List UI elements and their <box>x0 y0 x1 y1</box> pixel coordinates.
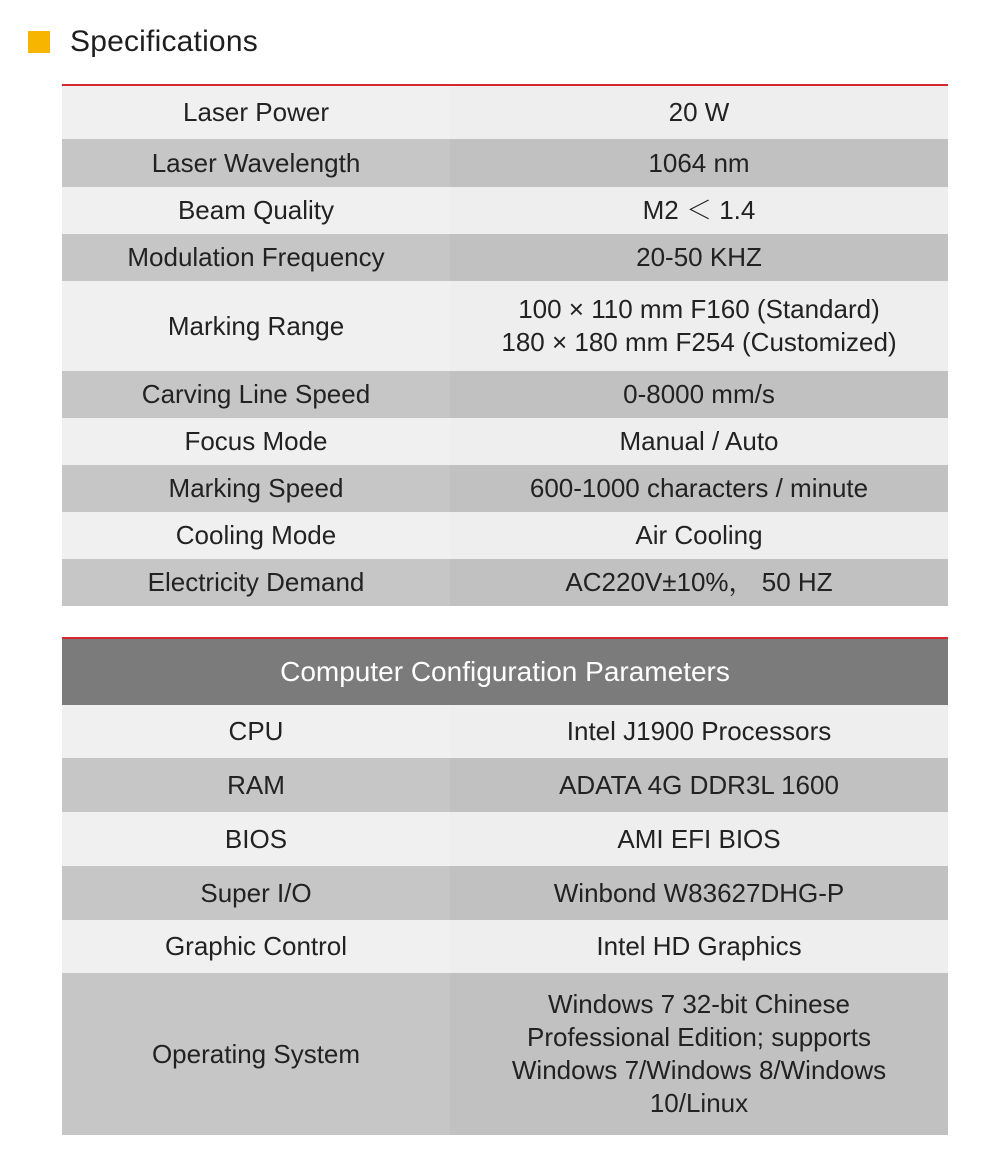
spec-value: 600-1000 characters / minute <box>450 465 948 512</box>
table-row <box>62 920 948 973</box>
config-value: Intel HD Graphics <box>450 920 948 973</box>
spec-label: Laser Wavelength <box>62 139 450 187</box>
spec-label: Marking Range <box>62 281 450 371</box>
spec-label: Electricity Demand <box>62 559 450 606</box>
spec-value: 20-50 KHZ <box>450 234 948 281</box>
spec-label: Cooling Mode <box>62 512 450 559</box>
table-row <box>62 418 948 465</box>
section-heading <box>28 24 258 60</box>
table-row <box>62 371 948 418</box>
table-row <box>62 758 948 812</box>
table-row <box>62 86 948 139</box>
table-row <box>62 559 948 606</box>
heading-marker-icon <box>28 31 50 53</box>
table-row <box>62 812 948 866</box>
table-row <box>62 866 948 920</box>
config-label: Super I/O <box>62 866 450 920</box>
table-row <box>62 705 948 758</box>
spec-value: 1064 nm <box>450 139 948 187</box>
table-section-title: Computer Configuration Parameters <box>62 639 948 705</box>
config-label: Operating System <box>62 973 450 1135</box>
spec-value: Air Cooling <box>450 512 948 559</box>
spec-value: 100 × 110 mm F160 (Standard) 180 × 180 mm F254 (Customized) <box>450 281 948 371</box>
spec-value: 20 W <box>450 86 948 139</box>
spec-value: AC220V±10%， 50 HZ <box>450 559 948 606</box>
table-row <box>62 187 948 234</box>
table-row <box>62 139 948 187</box>
page-title: Specifications <box>70 25 258 58</box>
config-value: Windows 7 32-bit Chinese Professional Edition; supports Windows 7/Windows 8/Windows 10/Linux <box>450 973 948 1135</box>
table-row <box>62 512 948 559</box>
config-label: BIOS <box>62 812 450 866</box>
spec-label: Carving Line Speed <box>62 371 450 418</box>
table-row <box>62 973 948 1135</box>
table-row <box>62 234 948 281</box>
spec-label: Beam Quality <box>62 187 450 234</box>
config-value: ADATA 4G DDR3L 1600 <box>450 758 948 812</box>
table-row <box>62 281 948 371</box>
specifications-table <box>62 84 948 606</box>
spec-label: Marking Speed <box>62 465 450 512</box>
config-label: CPU <box>62 705 450 758</box>
config-value: Winbond W83627DHG-P <box>450 866 948 920</box>
config-value: Intel J1900 Processors <box>450 705 948 758</box>
spec-value: Manual / Auto <box>450 418 948 465</box>
spec-label: Focus Mode <box>62 418 450 465</box>
spec-value: M2 ＜ 1.4 <box>450 187 948 234</box>
config-label: RAM <box>62 758 450 812</box>
config-label: Graphic Control <box>62 920 450 973</box>
spec-label: Modulation Frequency <box>62 234 450 281</box>
computer-configuration-table <box>62 637 948 1135</box>
spec-label: Laser Power <box>62 86 450 139</box>
spec-value: 0-8000 mm/s <box>450 371 948 418</box>
config-value: AMI EFI BIOS <box>450 812 948 866</box>
table-row <box>62 465 948 512</box>
